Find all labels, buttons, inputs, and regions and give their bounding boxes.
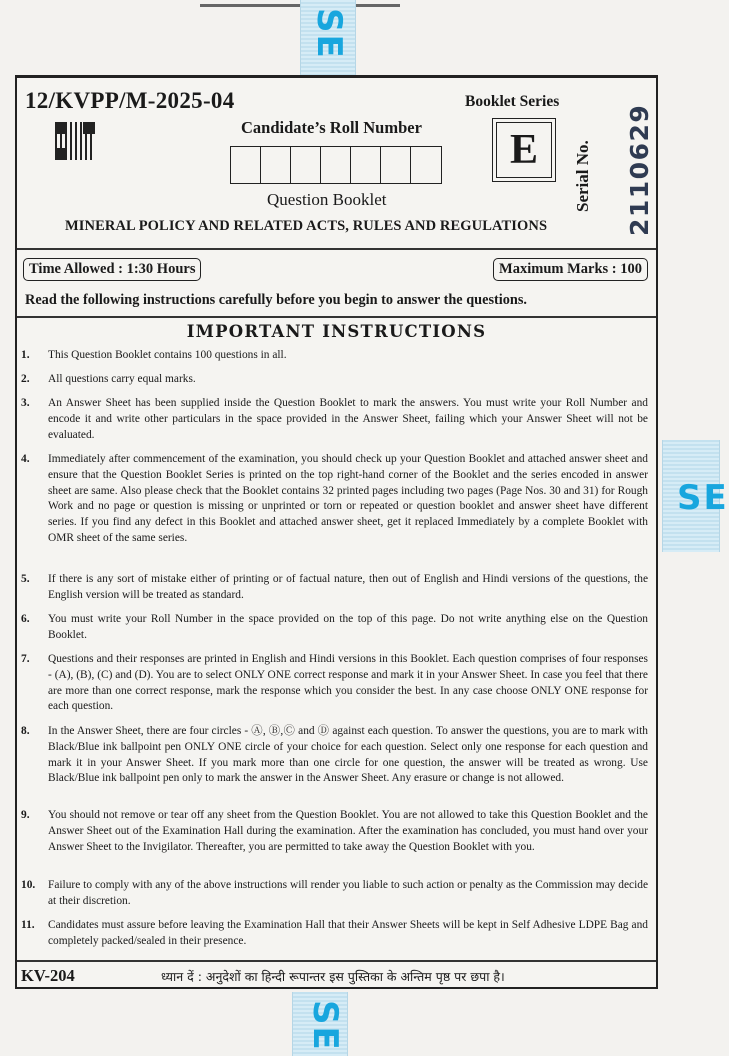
instruction-text: Questions and their responses are printed in English and Hindi versions in this Booklet. Each question comprises of four responses - (A), (B), (C) and (D). You are to select ONLY ONE correct response and mark it in your Answer Sheet. In case you feel that there are more than one correct response, mark the response which you consider the best. In any case choose ONLY ONE response for each question. <box>48 653 648 713</box>
instruction-number: 11. <box>21 919 35 931</box>
instruction-text: You must write your Roll Number in the space provided on the top of this page. Do not write anything else on the Question Booklet. <box>48 613 648 641</box>
booklet-series-label: Booklet Series <box>465 93 560 110</box>
seal-text: SE <box>305 1000 345 1052</box>
seal-strip-top <box>300 0 356 78</box>
booklet-series-letter: E <box>496 122 552 178</box>
seal-strip-bottom <box>292 992 348 1056</box>
instruction-text: Candidates must assure before leaving the Examination Hall that their Answer Sheets will be kept in Self Adhesive LDPE Bag and completely packed/sealed in their presence. <box>48 919 648 947</box>
divider <box>17 248 656 250</box>
subject-title: MINERAL POLICY AND RELATED ACTS, RULES AND REGULATIONS <box>65 218 548 234</box>
instruction-text: All questions carry equal marks. <box>48 373 196 385</box>
instruction-text: If there is any sort of mistake either of printing or of factual nature, then out of English and Hindi versions of the questions, the English version will be treated as standard. <box>48 573 648 601</box>
serial-number: 2110629 <box>625 103 654 236</box>
roll-digit-box[interactable] <box>261 147 291 183</box>
roll-digit-box[interactable] <box>381 147 411 183</box>
instruction-text: In the Answer Sheet, there are four circles - Ⓐ, Ⓑ,Ⓒ and Ⓓ against each question. To answer the questions, you are to mark with Black/Blue ink ballpoint pen ONLY ONE circle of your choice for each question. Select only one response for each question and mark it in your Answer Sheet. If you mark more than one circle for one question, the answer will be treated as wrong. Use Black/Blue ink ballpoint pen only to mark the answer in the Answer Sheet. Any erasure or change is not allowed. <box>48 725 648 785</box>
roll-number-label: Candidate’s Roll Number <box>241 118 422 137</box>
roll-digit-box[interactable] <box>411 147 441 183</box>
instructions-heading: IMPORTANT INSTRUCTIONS <box>186 322 487 341</box>
instruction-number: 3. <box>21 397 30 409</box>
roll-number-boxes[interactable] <box>230 146 442 184</box>
question-booklet-label: Question Booklet <box>267 190 387 209</box>
booklet-code: 12/KVPP/M-2025-04 <box>25 88 235 113</box>
instruction-text: Failure to comply with any of the above instructions will render you liable to such action or penalty as the Commission may decide at their discretion. <box>48 879 648 907</box>
instruction-number: 6. <box>21 613 30 625</box>
booklet-cover <box>15 75 658 989</box>
maximum-marks: Maximum Marks : 100 <box>493 258 648 281</box>
instruction-text: An Answer Sheet has been supplied inside the Question Booklet to mark the answers. You must write your Roll Number and encode it and write other particulars in the space provided in the Answer Sheet, failing which your Answer Sheet will not be evaluated. <box>48 397 648 441</box>
instruction-text: You should not remove or tear off any sheet from the Question Booklet. You are not allowed to take this Question Booklet and the Answer Sheet out of the Examination Hall during the examination. After the examination has concluded, you must hand over your Answer Sheet to the Invigilator. Thereafter, you are permitted to take away the Question Booklet with you. <box>48 809 648 853</box>
instruction-number: 4. <box>21 453 30 465</box>
instruction-number: 10. <box>21 879 36 891</box>
time-allowed: Time Allowed : 1:30 Hours <box>23 258 201 281</box>
seal-text: SE <box>677 478 729 518</box>
instruction-number: 9. <box>21 809 30 821</box>
seal-text: SE <box>309 8 349 60</box>
instruction-number: 8. <box>21 725 30 737</box>
seal-strip-right <box>662 440 729 552</box>
instruction-text: This Question Booklet contains 100 questions in all. <box>48 349 287 361</box>
roll-digit-box[interactable] <box>291 147 321 183</box>
roll-digit-box[interactable] <box>321 147 351 183</box>
roll-digit-box[interactable] <box>351 147 381 183</box>
booklet-series-box <box>492 118 556 182</box>
footer-code: KV-204 <box>21 966 75 985</box>
instruction-text: Immediately after commencement of the examination, you should check up your Question Booklet and attached answer sheet and ensure that the Question Booklet Series is printed on the top right-hand corner of the Booklet and the series encoded in answer sheet are same. Also please check that the Booklet contains 32 printed pages including two pages (Page Nos. 30 and 31) for Rough Work and no page or question is missing or unprinted or torn or repeated or question booklet and answer sheet have different series. If you find any defect in this Booklet and attached answer sheet, get it replaced Immediately by a complete Booklet with OMR sheet of the same series. <box>48 453 648 544</box>
instruction-number: 1. <box>21 349 30 361</box>
instruction-number: 5. <box>21 573 30 585</box>
instruction-number: 2. <box>21 373 30 385</box>
hindi-note: ध्यान दें : अनुदेशों का हिन्दी रूपान्तर इस पुस्तिका के अन्तिम पृष्ठ पर छपा है। <box>161 969 505 984</box>
cover-header <box>17 78 656 248</box>
read-instructions-note: Read the following instructions carefully before you begin to answer the questions. <box>25 292 527 308</box>
footer-divider <box>17 960 656 962</box>
instruction-number: 7. <box>21 653 30 665</box>
divider <box>17 316 656 318</box>
serial-number-label: Serial No. <box>573 140 592 212</box>
roll-digit-box[interactable] <box>231 147 261 183</box>
qr-code-icon <box>55 122 95 160</box>
